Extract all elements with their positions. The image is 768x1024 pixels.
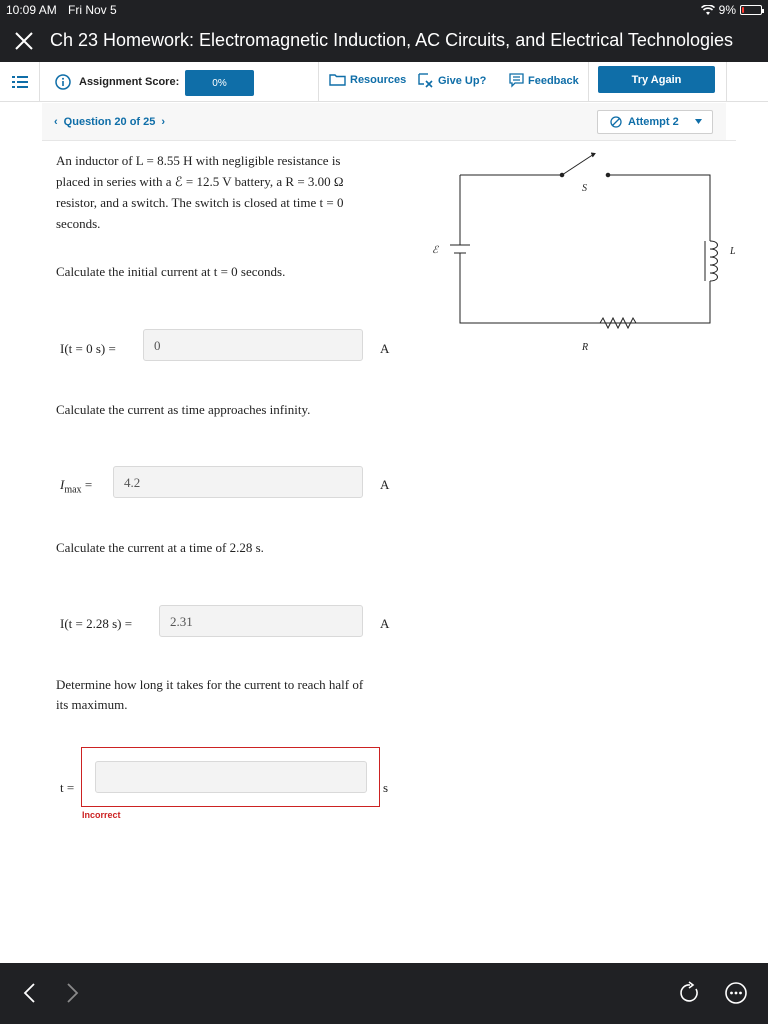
answer-label: I(t = 2.28 s) = <box>60 616 133 631</box>
attempt-dropdown[interactable] <box>597 110 713 134</box>
switch-label: S <box>582 183 587 194</box>
emf-label: ℰ <box>432 245 439 256</box>
answer-unit: A <box>380 477 390 492</box>
problem-statement <box>56 150 374 234</box>
more-options-icon[interactable] <box>724 981 748 1005</box>
battery-icon <box>740 5 762 15</box>
problem-line: resistor, and a switch. The switch is closed at time t = 0 <box>56 195 344 210</box>
resistor-label: R <box>582 342 589 353</box>
circuit-wire <box>460 256 636 323</box>
feedback-label: Feedback <box>528 74 579 87</box>
circuit-diagram <box>420 148 740 363</box>
question-prompt: Calculate the current at a time of 2.28 s. <box>56 540 264 555</box>
circuit-wire <box>600 281 710 323</box>
score-label: Assignment Score: <box>79 76 180 88</box>
no-entry-icon <box>610 116 622 128</box>
problem-line: placed in series with a ℰ = 12.5 V battery, a R = 3.00 Ω <box>56 174 344 189</box>
forward-icon[interactable] <box>62 981 82 1005</box>
answer-unit: A <box>380 616 390 631</box>
next-question-icon[interactable]: › <box>161 116 166 128</box>
assignment-score <box>55 74 179 90</box>
answer-label: I(t = 0 s) = <box>60 341 116 356</box>
status-bar <box>0 0 768 20</box>
folder-icon <box>329 73 346 86</box>
prev-question-icon[interactable]: ‹ <box>54 116 58 128</box>
problem-line: seconds. <box>56 216 101 231</box>
give-up-button[interactable] <box>418 73 486 88</box>
inductor-label: L <box>730 246 736 257</box>
title-bar <box>0 20 768 62</box>
toolbar-divider <box>588 62 589 102</box>
close-icon[interactable] <box>12 29 36 53</box>
back-icon[interactable] <box>20 981 40 1005</box>
score-value: 0% <box>185 70 254 96</box>
incorrect-feedback: Incorrect <box>82 810 121 820</box>
answer-label: t = <box>60 780 75 795</box>
answer-unit: s <box>383 780 389 795</box>
inductor-coil <box>710 241 718 281</box>
toolbar <box>0 62 768 102</box>
feedback-button[interactable] <box>509 73 579 88</box>
question-prompt-line: its maximum. <box>56 697 128 712</box>
give-up-icon <box>418 73 434 88</box>
give-up-label: Give Up? <box>438 74 487 87</box>
question-counter: Question 20 of 25 <box>63 116 156 128</box>
caret-down-icon <box>695 119 702 124</box>
question-prompt: Calculate the current as time approaches infinity. <box>56 402 311 417</box>
status-date: Fri Nov 5 <box>68 3 117 17</box>
wifi-icon <box>701 5 715 16</box>
resources-label: Resources <box>350 73 407 86</box>
battery-percent: 9% <box>718 3 736 17</box>
status-time: 10:09 AM <box>6 3 57 17</box>
resources-button[interactable] <box>329 73 406 86</box>
problem-line: An inductor of L = 8.55 H with negligible resistance is <box>56 153 341 168</box>
try-again-button[interactable]: Try Again <box>598 66 715 93</box>
info-icon[interactable] <box>55 74 71 90</box>
circuit-wire <box>608 175 710 241</box>
question-prompt <box>56 675 386 715</box>
answer-input[interactable] <box>95 761 367 793</box>
assignment-title: Ch 23 Homework: Electromagnetic Induction, AC Circuits, and Electrical Technologies <box>50 30 733 50</box>
question-nav <box>54 116 165 128</box>
toolbar-divider <box>318 62 319 102</box>
toolbar-divider <box>726 62 727 102</box>
answer-label: $I_{max}$ = <box>60 477 93 496</box>
answer-input[interactable]: 2.31 <box>159 605 363 637</box>
answer-unit: A <box>380 341 390 356</box>
status-right <box>701 3 762 17</box>
switch-lever <box>562 154 594 175</box>
question-prompt: Calculate the initial current at t = 0 seconds. <box>56 264 286 279</box>
question-prompt-line: Determine how long it takes for the current to reach half of <box>56 677 364 692</box>
feedback-icon <box>509 73 524 88</box>
list-icon <box>12 76 28 88</box>
browser-bottom-bar <box>0 963 768 1024</box>
menu-button[interactable] <box>0 62 40 102</box>
attempt-label: Attempt 2 <box>628 116 679 128</box>
answer-input[interactable]: 4.2 <box>113 466 363 498</box>
reload-icon[interactable] <box>678 981 702 1005</box>
answer-input[interactable]: 0 <box>143 329 363 361</box>
